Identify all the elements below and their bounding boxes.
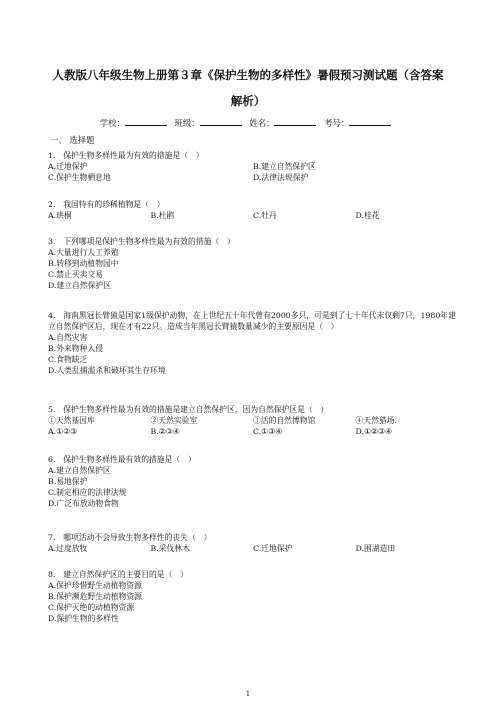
option-d[interactable]: D.法律法规保护 xyxy=(253,173,309,182)
option-c[interactable]: C.食物缺乏 xyxy=(48,355,88,364)
student-info-line xyxy=(0,117,496,129)
option-a[interactable]: A.建立自然保护区 xyxy=(48,466,111,475)
exam-number-blank[interactable] xyxy=(349,117,391,126)
option-c[interactable]: C.制定相应的法律法规 xyxy=(48,488,127,497)
sub-item-4: ④天然猎场. xyxy=(355,416,397,425)
option-a[interactable]: A.自然灾害 xyxy=(48,333,88,342)
name-label: 姓名： xyxy=(249,118,275,128)
page-number: 1 xyxy=(245,690,251,698)
option-b[interactable]: B.杜鹃 xyxy=(150,211,175,220)
option-d[interactable]: D.保护生物的多样性 xyxy=(48,614,119,623)
question-stem: 2. 我国特有的珍稀植物是（ ） xyxy=(48,200,165,209)
question-5 xyxy=(48,404,458,437)
question-stem: 6. 保护生物多样性最有效的措施是（ ） xyxy=(48,455,196,464)
option-a[interactable]: A.迁地保护 xyxy=(48,162,88,171)
option-a[interactable]: A.①②③ xyxy=(48,427,78,436)
school-label: 学校： xyxy=(99,118,125,128)
sub-item-3: ③活的自然博物馆 xyxy=(253,416,316,425)
question-3 xyxy=(48,236,458,291)
document-title-line-2: 解析） xyxy=(230,94,266,108)
question-2 xyxy=(48,199,458,221)
question-1 xyxy=(48,150,458,183)
class-label: 班级： xyxy=(174,118,200,128)
class-blank[interactable] xyxy=(200,117,242,126)
exam-number-label: 考号： xyxy=(324,118,350,128)
question-stem: 1. 保护生物多样性最为有效的措施是（ ） xyxy=(48,151,204,160)
question-6 xyxy=(48,454,458,509)
option-b[interactable]: B.保护濒危野生动植物资源 xyxy=(48,592,142,601)
option-a[interactable]: A.大量进行人工养殖 xyxy=(48,248,119,257)
option-a[interactable]: A.珙桐 xyxy=(48,211,72,220)
question-stem: 3. 下列哪项是保护生物多样性最为有效的措施（ ） xyxy=(48,237,235,246)
option-c[interactable]: C.迁地保护 xyxy=(253,544,293,553)
option-c[interactable]: C.保护灭绝的动植物资源 xyxy=(48,603,135,612)
question-stem: 8. 建立自然保护区的主要目的是（ ） xyxy=(48,570,188,579)
school-blank[interactable] xyxy=(125,117,167,126)
option-c[interactable]: C.①③④ xyxy=(253,427,283,436)
question-8 xyxy=(48,569,458,624)
option-c[interactable]: C.禁止买卖交易 xyxy=(48,270,103,279)
name-blank[interactable] xyxy=(274,117,316,126)
option-d[interactable]: D.人类乱捕滥杀和破坏其生存环境 xyxy=(48,366,166,375)
question-4 xyxy=(48,310,458,376)
option-b[interactable]: B.②③④ xyxy=(150,427,180,436)
option-a[interactable]: A.过度放牧 xyxy=(48,544,88,553)
document-title-line-1: 人教版八年级生物上册第３章《保护生物的多样性》暑假预习测试题（含答案 xyxy=(52,68,444,82)
option-d[interactable]: D.围湖造田 xyxy=(355,544,396,553)
option-d[interactable]: D.建立自然保护区 xyxy=(48,281,112,290)
option-d[interactable]: D.①②③④ xyxy=(355,427,392,436)
option-c[interactable]: C.牡丹 xyxy=(253,211,277,220)
question-7 xyxy=(48,532,458,554)
sub-item-1: ①天然基因库 xyxy=(48,416,95,425)
option-b[interactable]: B.易地保护 xyxy=(48,477,88,486)
option-b[interactable]: B.外来物种入侵 xyxy=(48,344,103,353)
question-stem: 4. 海南黑冠长臂猿是国家1级保护动物，在上世纪五十年代曾有2000多只，可是到了七十年代末仅剩7只，1980年建立自然保护区后，现在才有22只。造成当年黑冠长臂猿数量减少的主要原因是（ ） xyxy=(48,311,456,331)
question-stem: 5. 保护生物多样性最为有效的措施是建立自然保护区，因为自然保护区是（ ） xyxy=(48,405,329,414)
section-heading: 一、 选择题 xyxy=(50,135,95,145)
option-d[interactable]: D.广泛布放动物食物 xyxy=(48,499,119,508)
option-d[interactable]: D.桂花 xyxy=(355,211,380,220)
sub-item-2: ②天然实验室 xyxy=(150,416,198,425)
question-stem: 7. 哪项活动不会导致生物多样性的丧失（ ） xyxy=(48,533,212,542)
option-c[interactable]: C.保护生物栖息地 xyxy=(48,173,111,182)
option-b[interactable]: B.转移到动植物园中 xyxy=(48,259,119,268)
option-b[interactable]: B.采伐林木 xyxy=(150,544,190,553)
option-a[interactable]: A.保护珍惜野生动植物资源 xyxy=(48,581,142,590)
option-b[interactable]: B.建立自然保护区 xyxy=(253,162,316,171)
